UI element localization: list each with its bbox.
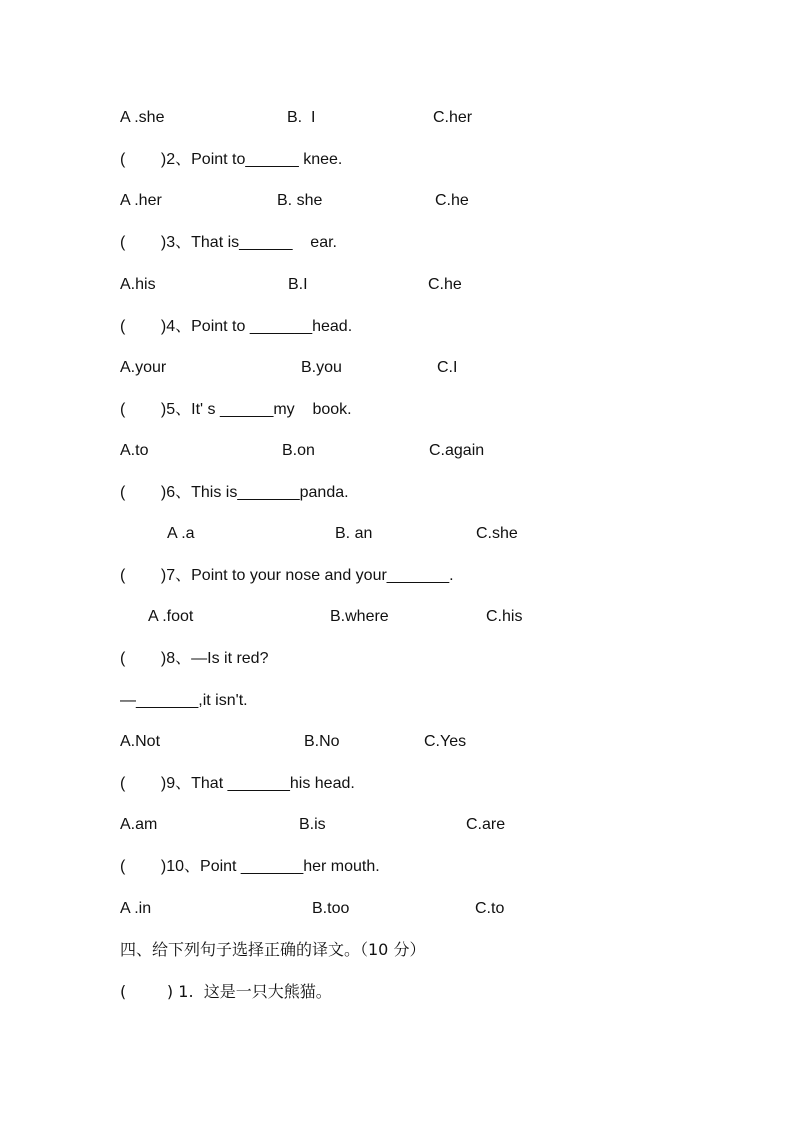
question-3: ( )3、That is______ ear. [120, 234, 337, 251]
question-9: ( )9、That _______his head. [120, 775, 355, 792]
q4-option-c: C.I [437, 359, 458, 376]
q4-option-a: A.your [120, 359, 167, 376]
q9-option-c: C.are [466, 816, 506, 833]
q3-option-a: A.his [120, 276, 156, 293]
q9-option-a: A.am [120, 816, 158, 833]
q5-option-b: B.on [282, 442, 315, 459]
section-4-heading: 四、给下列句子选择正确的译文。（10 分） [120, 940, 426, 959]
q3-option-b: B.I [288, 276, 308, 293]
question-7: ( )7、Point to your nose and your_______. [120, 567, 454, 584]
q2-option-b: B. she [277, 192, 323, 209]
q7-option-b: B.where [330, 608, 389, 625]
q10-option-a: A .in [120, 900, 152, 917]
q1-option-c: C.her [433, 109, 473, 126]
q8-response: —_______,it isn't. [120, 692, 248, 709]
q7-option-c: C.his [486, 608, 523, 625]
q5-option-c: C.again [429, 442, 485, 459]
question-10: ( )10、Point _______her mouth. [120, 858, 380, 875]
q8-option-c: C.Yes [424, 733, 467, 750]
q5-option-a: A.to [120, 442, 149, 459]
q7-option-a: A .foot [148, 608, 194, 625]
question-5: ( )5、It' s ______my book. [120, 401, 352, 418]
q6-option-b: B. an [335, 525, 373, 542]
q6-option-a: A .a [167, 525, 195, 542]
q9-option-b: B.is [299, 816, 326, 833]
q1-option-a: A .she [120, 109, 165, 126]
question-8: ( )8、—Is it red? [120, 650, 269, 667]
q8-option-b: B.No [304, 733, 340, 750]
q6-option-c: C.she [476, 525, 518, 542]
question-2: ( )2、Point to______ knee. [120, 151, 343, 168]
q1-option-b: B. I [287, 109, 316, 126]
q10-option-c: C.to [475, 900, 505, 917]
q4-option-b: B.you [301, 359, 342, 376]
question-4: ( )4、Point to _______head. [120, 318, 353, 335]
q8-option-a: A.Not [120, 733, 161, 750]
q10-option-b: B.too [312, 900, 350, 917]
q3-option-c: C.he [428, 276, 462, 293]
section-4-question-1: ( ) 1. 这是一只大熊猫。 [120, 982, 332, 1001]
q2-option-a: A .her [120, 192, 162, 209]
q2-option-c: C.he [435, 192, 469, 209]
question-6: ( )6、This is_______panda. [120, 484, 349, 501]
